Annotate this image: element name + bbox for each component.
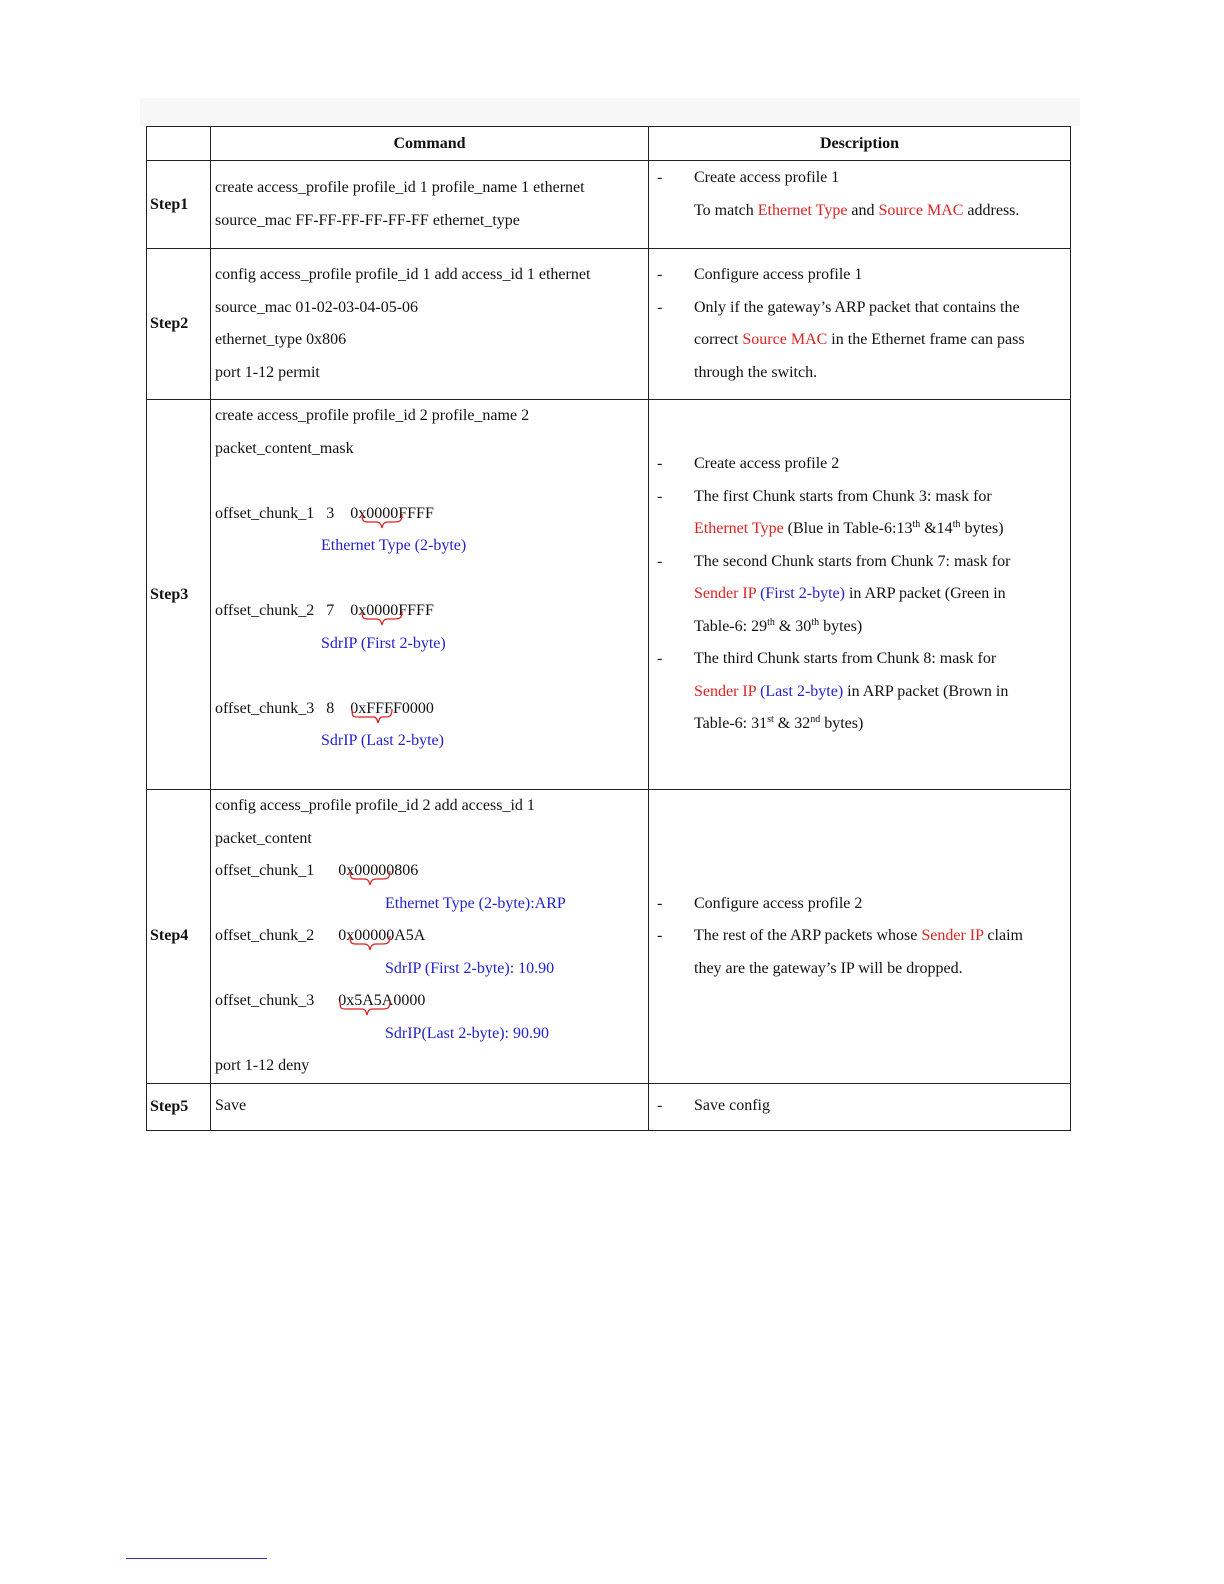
acl-config-table — [146, 126, 1071, 1131]
footnote-separator — [126, 1558, 267, 1559]
command-line: port 1-12 deny — [215, 1057, 310, 1074]
command-line: Save — [215, 1097, 247, 1115]
command-cell — [211, 249, 649, 400]
chunk-note: SdrIP(Last 2-byte): 90.90 — [385, 1024, 549, 1042]
description-cell — [649, 161, 1071, 249]
description-line: - Save config — [657, 1097, 770, 1115]
step-label: Step4 — [147, 790, 211, 1084]
command-line: create access_profile profile_id 1 profile_name 1 ethernet — [215, 179, 585, 196]
description-line: Sender IP (Last 2-byte) in ARP packet (Brown in — [694, 682, 1009, 700]
command-line: config access_profile profile_id 2 add access_id 1 — [215, 797, 535, 814]
table-row-step3 — [147, 400, 1071, 790]
brace-icon — [350, 707, 410, 721]
command-line: packet_content_mask — [215, 439, 354, 457]
chunk-line: offset_chunk_3 0x5A5A0000 — [215, 985, 648, 1018]
description-line: Ethernet Type (Blue in Table-6:13th &14th bytes) — [694, 519, 1004, 538]
masked-value: 0x0000FFFF — [350, 595, 434, 628]
description-line: - Configure access profile 2 — [657, 894, 863, 912]
command-cell — [211, 1083, 649, 1130]
description-line: Table-6: 31st & 32nd bytes) — [694, 714, 864, 733]
command-line: create access_profile profile_id 2 profile_name 2 — [215, 407, 530, 424]
header-description: Description — [649, 127, 1071, 161]
step-label: Step2 — [147, 249, 211, 400]
description-line: - The first Chunk starts from Chunk 3: mask for — [657, 487, 992, 505]
command-line: ethernet_type 0x806 — [215, 331, 347, 348]
chunk-note: Ethernet Type (2-byte):ARP — [385, 894, 566, 912]
highlight-ethernet-type: Ethernet Type — [757, 201, 848, 219]
description-line: - The third Chunk starts from Chunk 8: mask for — [657, 650, 997, 668]
chunk-line: offset_chunk_3 8 0xFFFF0000 — [215, 693, 648, 726]
header-command: Command — [211, 127, 649, 161]
command-cell — [211, 400, 649, 790]
table-header-row — [147, 127, 1071, 161]
chunk-note: Ethernet Type (2-byte) — [321, 537, 467, 554]
highlight-sender-ip: Sender IP — [921, 927, 984, 944]
chunk-line: offset_chunk_2 0x00000A5A — [215, 920, 648, 953]
chunk-line: offset_chunk_2 7 0x0000FFFF — [215, 595, 648, 628]
chunk-note: SdrIP (First 2-byte): 10.90 — [385, 959, 555, 977]
description-line: - The rest of the ARP packets whose Sender IP claim — [657, 927, 1023, 944]
description-line: - Create access profile 2 — [657, 455, 840, 473]
header-blank — [147, 127, 211, 161]
description-line: - Create access profile 1 — [657, 169, 840, 186]
description-cell — [649, 249, 1071, 400]
header-band — [140, 98, 1080, 126]
brace-icon — [338, 934, 398, 948]
table-row-step2 — [147, 249, 1071, 400]
chunk-line: offset_chunk_1 3 0x0000FFFF — [215, 498, 648, 531]
highlight-source-mac: Source MAC — [742, 331, 828, 348]
command-cell — [211, 790, 649, 1084]
command-line: source_mac 01-02-03-04-05-06 — [215, 298, 419, 316]
step-label: Step3 — [147, 400, 211, 790]
step-label: Step1 — [147, 161, 211, 249]
brace-icon — [338, 999, 398, 1013]
description-cell — [649, 1083, 1071, 1130]
description-line: Sender IP (First 2-byte) in ARP packet (Green in — [694, 585, 1006, 603]
brace-icon — [338, 869, 398, 883]
command-line: port 1-12 permit — [215, 363, 320, 381]
description-line: they are the gateway’s IP will be dropped. — [694, 959, 963, 977]
description-line: To match Ethernet Type and Source MAC address. — [694, 201, 1020, 219]
description-line: Table-6: 29th & 30th bytes) — [694, 616, 863, 635]
masked-value: 0x0000FFFF — [350, 498, 434, 531]
table-row-step1 — [147, 161, 1071, 249]
highlight-source-mac: Source MAC — [878, 201, 964, 219]
chunk-note: SdrIP (First 2-byte) — [321, 634, 446, 652]
table-row-step4 — [147, 790, 1071, 1084]
description-line: - Only if the gateway’s ARP packet that contains the — [657, 298, 1020, 316]
description-line: through the switch. — [694, 363, 818, 381]
chunk-note: SdrIP (Last 2-byte) — [321, 732, 444, 749]
match-value: 0x00000A5A — [338, 920, 425, 953]
step-label: Step5 — [147, 1083, 211, 1130]
command-line: source_mac FF-FF-FF-FF-FF-FF ethernet_type — [215, 211, 520, 229]
brace-icon — [350, 512, 410, 526]
description-line: - Configure access profile 1 — [657, 266, 863, 283]
command-cell — [211, 161, 649, 249]
match-value: 0x00000806 — [338, 855, 418, 888]
command-line: packet_content — [215, 829, 312, 847]
brace-icon — [350, 609, 410, 623]
description-line: correct Source MAC in the Ethernet frame can pass — [694, 331, 1025, 348]
command-line: config access_profile profile_id 1 add access_id 1 ethernet — [215, 266, 591, 283]
description-cell — [649, 400, 1071, 790]
chunk-line: offset_chunk_1 0x00000806 — [215, 855, 648, 888]
description-line: - The second Chunk starts from Chunk 7: mask for — [657, 552, 1011, 570]
table-row-step5 — [147, 1083, 1071, 1130]
masked-value: 0xFFFF0000 — [350, 693, 434, 726]
match-value: 0x5A5A0000 — [338, 985, 425, 1018]
description-cell — [649, 790, 1071, 1084]
